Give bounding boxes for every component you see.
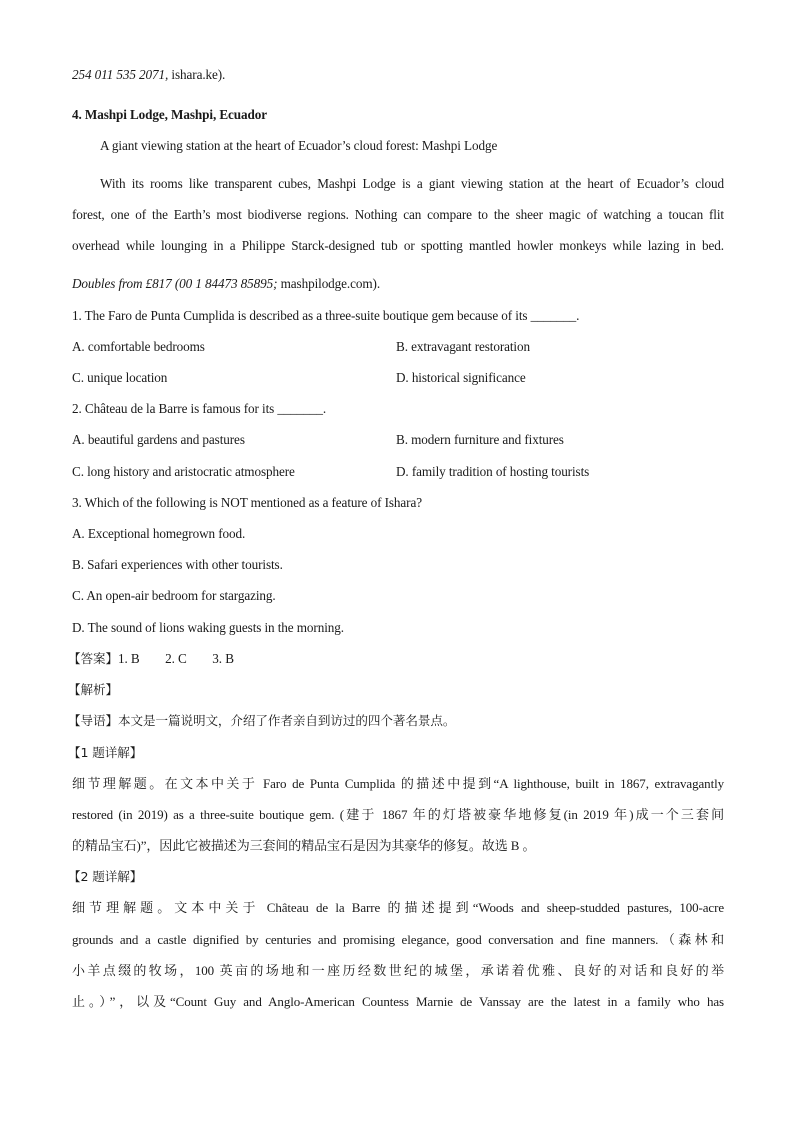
q1-detail-label: 【1 题详解】 [68, 745, 143, 760]
option: A. comfortable bedrooms [72, 339, 205, 354]
contact-site: ishara.ke). [168, 67, 226, 82]
option: C. An open-air bedroom for stargazing. [72, 588, 276, 603]
q2-detail-label: 【2 题详解】 [68, 869, 143, 884]
option: D. historical significance [396, 370, 526, 385]
question-stem: 3. Which of the following is NOT mentioned as a feature of Ishara? [72, 495, 422, 510]
section-paragraph-line: overhead while lounging in a Philippe Starck-designed tub or spotting mantled howler monkeys while lazing in bed. [72, 238, 724, 253]
section-subtitle: A giant viewing station at the heart of Ecuador’s cloud forest: Mashpi Lodge [100, 138, 498, 153]
contact-phone: 254 011 535 2071, [72, 67, 169, 82]
option: D. The sound of lions waking guests in the morning. [72, 620, 344, 635]
q1-detail-line: restored (in 2019) as a three-suite boutique gem. (建于 1867 年的灯塔被豪华地修复(in 2019 年)成一个三套间 [72, 807, 724, 822]
answer-text: 1. B 2. C 3. B [117, 651, 234, 666]
section-paragraph-line: With its rooms like transparent cubes, Mashpi Lodge is a giant viewing station at the heart of Ecuador’s cloud [100, 176, 724, 191]
answer-label: 【答案】 [68, 651, 118, 666]
option: A. Exceptional homegrown food. [72, 526, 246, 541]
answer-line [68, 650, 234, 668]
previous-contact-line [72, 66, 225, 84]
analysis-label: 【解析】 [68, 682, 118, 697]
option: D. family tradition of hosting tourists [396, 464, 590, 479]
q1-detail-line: 细节理解题。在文本中关于 Faro de Punta Cumplida 的描述中提到“A lighthouse, built in 1867, extravagantly [72, 776, 724, 791]
q2-detail-line: 止。）”，以及“Count Guy and Anglo-American Countess Marnie de Vanssay are the latest in a family who has [72, 994, 724, 1009]
question-stem: 1. The Faro de Punta Cumplida is described as a three-suite boutique gem because of its _______. [72, 308, 580, 323]
guide-label: 【导语】 [68, 713, 118, 728]
guide-line [68, 712, 455, 730]
q1-detail-line: 的精品宝石)”，因此它被描述为三套间的精品宝石是因为其豪华的修复。故选 B 。 [72, 838, 536, 853]
option: B. Safari experiences with other tourists. [72, 557, 283, 572]
price-text: Doubles from £817 (00 1 84473 85895; [72, 276, 278, 291]
guide-text: 本文是一篇说明文，介绍了作者亲自到访过的四个著名景点。 [117, 713, 456, 728]
option: B. modern furniture and fixtures [396, 432, 564, 447]
q2-detail-line: grounds and a castle dignified by centuries and promising elegance, good conversation and fine manners.（森林和 [72, 932, 724, 947]
section-paragraph-line: forest, one of the Earth’s most biodiverse regions. Nothing can compare to the sheer magic of watching a toucan flit [72, 207, 724, 222]
price-site: mashpilodge.com). [277, 276, 381, 291]
price-line [72, 275, 380, 293]
question-stem: 2. Château de la Barre is famous for its _______. [72, 401, 327, 416]
option: C. unique location [72, 370, 168, 385]
option: C. long history and aristocratic atmosphere [72, 464, 295, 479]
q2-detail-line: 细节理解题。文本中关于 Château de la Barre 的描述提到“Woods and sheep-studded pastures, 100-acre [72, 900, 724, 915]
q2-detail-line: 小羊点缀的牧场，100 英亩的场地和一座历经数世纪的城堡，承诺着优雅、良好的对话和良好的举 [72, 963, 724, 978]
option: A. beautiful gardens and pastures [72, 432, 245, 447]
option: B. extravagant restoration [396, 339, 530, 354]
section-heading: 4. Mashpi Lodge, Mashpi, Ecuador [72, 107, 268, 122]
